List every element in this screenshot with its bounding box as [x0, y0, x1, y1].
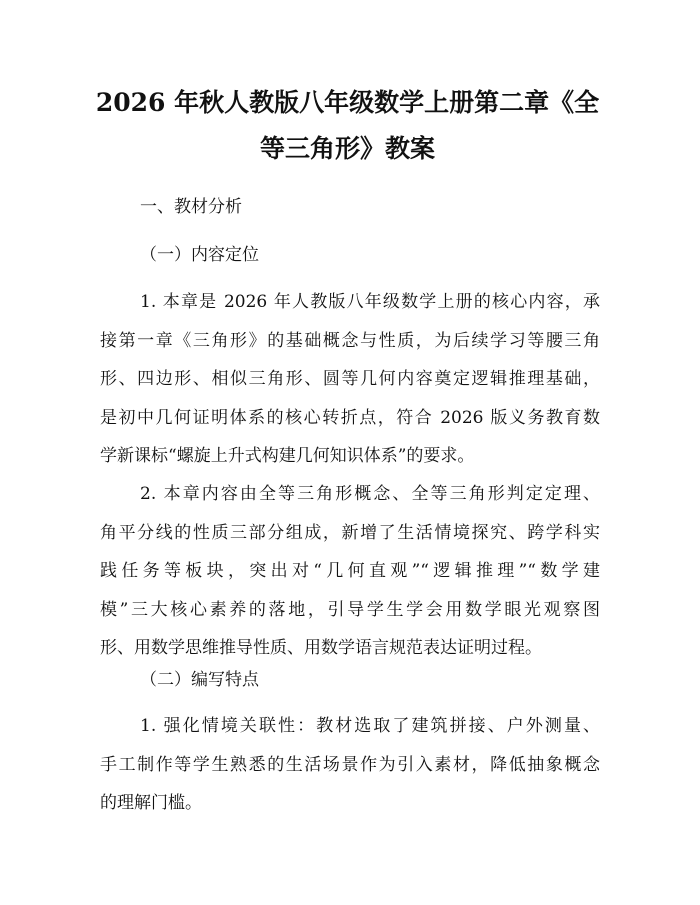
paragraph-line: 2. 本章内容由全等三角形概念、全等三角形判定定理、	[140, 484, 600, 504]
title-line-2: 等三角形》教案	[259, 134, 435, 163]
subsection-heading-writing-features: （二）编写特点	[140, 670, 259, 690]
paragraph-line: 践任务等板块，突出对“几何直观”“逻辑推理”“数学建	[100, 561, 600, 581]
section-heading-textbook-analysis: 一、教材分析	[140, 197, 242, 217]
paragraph-content-positioning-2	[100, 475, 600, 668]
paragraph-line: 模”三大核心素养的落地，引导学生学会用数学眼光观察图	[100, 599, 600, 620]
paragraph-line: 形、四边形、相似三角形、圆等几何内容奠定逻辑推理基础，	[100, 369, 600, 389]
paragraph-line: 的理解门槛。	[100, 793, 202, 813]
paragraph-line: 形、用数学思维推导性质、用数学语言规范表达证明过程。	[100, 638, 542, 658]
paragraph-line: 1. 本章是 2026 年人教版八年级数学上册的核心内容，承	[140, 292, 600, 312]
paragraph-content-positioning-1	[100, 283, 600, 476]
paragraph-line: 是初中几何证明体系的核心转折点，符合 2026 版义务教育数	[100, 407, 600, 428]
paragraph-line: 学新课标“螺旋上升式构建几何知识体系”的要求。	[100, 446, 475, 466]
subsection-heading-content-positioning: （一）内容定位	[140, 245, 259, 265]
paragraph-line: 角平分线的性质三部分组成，新增了生活情境探究、跨学科实	[100, 522, 600, 543]
title-line-1: 2026 年秋人教版八年级数学上册第二章《全	[95, 88, 600, 117]
paragraph-line: 手工制作等学生熟悉的生活场景作为引入素材，降低抽象概念	[100, 754, 600, 775]
document-title	[95, 80, 600, 172]
paragraph-line: 1. 强化情境关联性：教材选取了建筑拼接、户外测量、	[140, 716, 600, 736]
paragraph-writing-features-1	[100, 707, 600, 823]
paragraph-line: 接第一章《三角形》的基础概念与性质，为后续学习等腰三角	[100, 330, 600, 351]
